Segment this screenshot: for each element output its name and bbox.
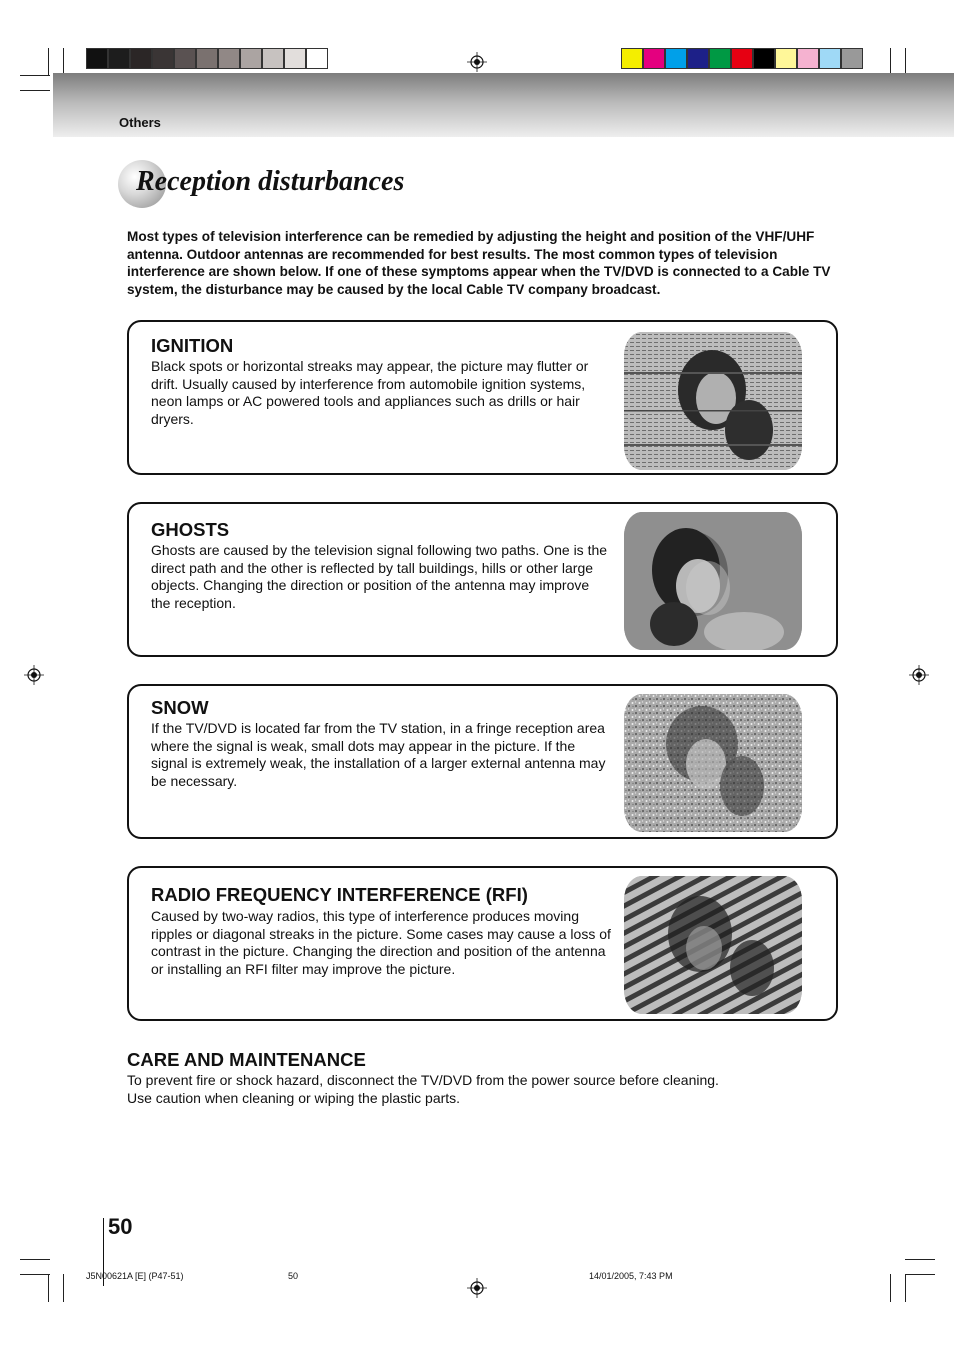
crop-mark [63,48,64,76]
tv-ghosts-image [624,512,802,650]
crop-mark [63,1274,64,1302]
crop-mark [890,1274,891,1302]
crop-mark [20,90,50,91]
color-swatch [731,48,753,69]
disturbance-heading: SNOW [151,697,209,718]
color-swatch [284,48,306,69]
color-swatch [174,48,196,69]
crop-mark [20,1259,50,1260]
footer-page-ref: 50 [288,1271,299,1281]
registration-mark-icon [467,52,487,72]
color-swatch [152,48,174,69]
crop-mark [20,1274,50,1275]
crop-mark [48,1274,49,1302]
disturbance-heading: GHOSTS [151,519,230,540]
disturbance-heading: IGNITION [151,335,234,356]
grayscale-bar [86,48,328,69]
crop-mark [905,1274,906,1302]
color-swatch [306,48,328,69]
color-swatch [709,48,731,69]
crop-mark [905,1274,935,1275]
color-swatch [819,48,841,69]
color-swatch [753,48,775,69]
color-swatch [841,48,863,69]
disturbance-description: If the TV/DVD is located far from the TV station, in a fringe reception area where the signal is weak, small dots may appear in the picture. If the signal is extremely weak, the installation of a larger external antenna may be necessary. [151,720,606,789]
page-title: Reception disturbances [136,166,405,197]
color-swatch [196,48,218,69]
tv-snow-image [624,694,802,832]
disturbance-description: Black spots or horizontal streaks may appear, the picture may flutter or drift. Usually caused by interference from automobile ignition systems, neon lamps or AC powered tools and appliances such as drills or hair dryers. [151,358,589,427]
color-bar [621,48,863,69]
section-label: Others [119,115,161,130]
color-swatch [665,48,687,69]
crop-mark [905,48,906,76]
color-swatch [797,48,819,69]
color-swatch [86,48,108,69]
color-swatch [218,48,240,69]
care-heading: CARE AND MAINTENANCE [127,1049,366,1070]
tv-rfi-image [624,876,802,1014]
color-swatch [262,48,284,69]
color-swatch [130,48,152,69]
crop-mark [905,1259,935,1260]
registration-mark-icon [467,1278,487,1298]
disturbance-description: Ghosts are caused by the television signal following two paths. One is the direct path and the other is reflected by tall buildings, hills or other large objects. Changing the direction or position of the antenna may improve the reception. [151,542,608,611]
disturbance-box-ignition [127,320,838,475]
color-swatch [240,48,262,69]
color-swatch [643,48,665,69]
registration-mark-icon [24,665,44,685]
color-swatch [621,48,643,69]
care-line: Use caution when cleaning or wiping the plastic parts. [127,1089,461,1106]
registration-mark-icon [909,665,929,685]
disturbance-box-snow [127,684,838,839]
care-line: To prevent fire or shock hazard, disconnect the TV/DVD from the power source before cleaning. [127,1072,719,1088]
disturbance-heading: RADIO FREQUENCY INTERFERENCE (RFI) [151,884,528,905]
care-text [127,1072,887,1107]
crop-mark [890,48,891,76]
disturbance-box-rfi [127,866,838,1021]
footer-doc-code: J5N00621A [E] (P47-51) [86,1271,184,1281]
header-band [53,73,954,137]
crop-mark [20,75,50,76]
intro-paragraph: Most types of television interference can be remedied by adjusting the height and position of the VHF/UHF antenna. Outdoor antennas are recommended for best results. The most common types of television interference are shown below. If one of these symptoms appear when the TV/DVD is connected to a Cable TV system, the disturbance may be caused by the local Cable TV company broadcast. [127,229,831,297]
page-number: 50 [108,1214,133,1239]
crop-mark [48,48,49,76]
color-swatch [108,48,130,69]
color-swatch [775,48,797,69]
disturbance-description: Caused by two-way radios, this type of interference produces moving ripples or diagonal streaks in the picture. Some cases may cause a loss of contrast in the picture. Changing the direction and position of the antenna or installing an RFI filter may improve the picture. [151,908,611,977]
footer-timestamp: 14/01/2005, 7:43 PM [589,1271,673,1281]
color-swatch [687,48,709,69]
disturbance-box-ghosts [127,502,838,657]
tv-ignition-image [624,332,802,470]
